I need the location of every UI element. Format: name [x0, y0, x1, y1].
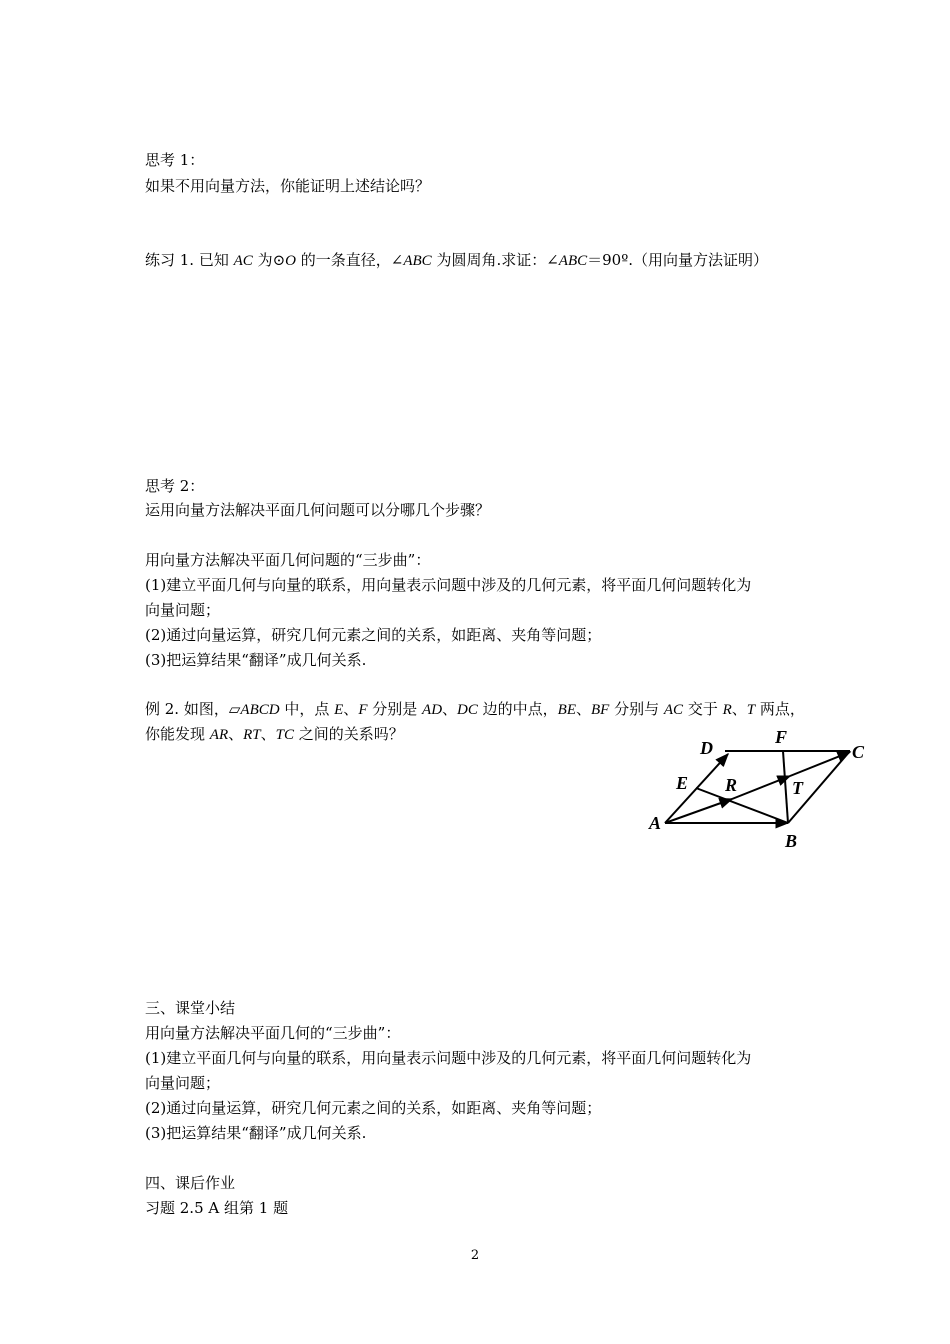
- ex2-text: 边的中点，: [477, 700, 558, 718]
- label-a: A: [649, 813, 662, 833]
- ex2-text: 分别是: [367, 700, 423, 718]
- ex2-text: 、: [442, 700, 458, 718]
- exercise1-abc2: ABC: [558, 253, 588, 269]
- page-number: 2: [470, 1248, 480, 1263]
- ex2-f: F: [358, 702, 368, 718]
- ex2-text: 你能发现: [145, 725, 210, 743]
- label-e: E: [676, 773, 689, 793]
- exercise1-mid2: 的一条直径，∠: [295, 251, 404, 269]
- step3: (3)把运算结果“翻译”成几何关系.: [145, 651, 367, 669]
- ex2-text: 中，点: [279, 700, 335, 718]
- exercise1-mid1: 为⊙: [252, 251, 286, 269]
- label-f: F: [775, 727, 788, 747]
- label-b: B: [785, 831, 798, 851]
- ex2-t: T: [746, 702, 756, 718]
- ex2-abcd: ABCD: [240, 702, 280, 718]
- steps-intro: 用向量方法解决平面几何问题的“三步曲”：: [145, 551, 431, 569]
- ex2-tc: TC: [275, 727, 295, 743]
- ex2-r: R: [722, 702, 732, 718]
- think2-title: 思考 2：: [145, 477, 205, 495]
- ex2-bf: BF: [591, 702, 610, 718]
- summary-step2: (2)通过向量运算，研究几何元素之间的关系，如距离、夹角等问题；: [145, 1099, 602, 1117]
- exercise1-mid3: 为圆周角.求证：∠: [431, 251, 559, 269]
- ex2-dc: DC: [457, 702, 478, 718]
- exercise1-ac: AC: [233, 253, 253, 269]
- summary-step1-line2: 向量问题；: [145, 1074, 221, 1092]
- summary-heading: 三、课堂小结: [145, 999, 236, 1017]
- label-t: T: [792, 778, 803, 798]
- exercise1-o: O: [285, 253, 296, 269]
- ex2-e: E: [334, 702, 344, 718]
- exercise1-suffix: ＝90º.（用向量方法证明）: [587, 251, 769, 269]
- ex2-ac: AC: [663, 702, 684, 718]
- step2: (2)通过向量运算，研究几何元素之间的关系，如距离、夹角等问题；: [145, 626, 602, 644]
- think2-question: 运用向量方法解决平面几何问题可以分哪几个步骤？: [145, 501, 491, 519]
- step1-line1: (1)建立平面几何与向量的联系，用向量表示问题中涉及的几何元素，将平面几何问题转化为: [145, 576, 752, 594]
- label-c: C: [852, 742, 865, 762]
- ex2-be: BE: [557, 702, 576, 718]
- ex2-text: 、: [343, 700, 359, 718]
- homework-heading: 四、课后作业: [145, 1174, 236, 1192]
- ex2-text: 、: [576, 700, 592, 718]
- think1-title: 思考 1：: [145, 151, 205, 169]
- example2-line1: [145, 699, 805, 720]
- ex2-text: 交于: [683, 700, 723, 718]
- label-d: D: [700, 738, 713, 758]
- parallelogram-figure: [640, 726, 880, 856]
- summary-step3: (3)把运算结果“翻译”成几何关系.: [145, 1124, 367, 1142]
- homework-text: 习题 2.5 A 组第 1 题: [145, 1199, 289, 1217]
- ex2-text: 分别与: [609, 700, 664, 718]
- exercise1-abc1: ABC: [403, 253, 432, 269]
- ex2-text: 、: [731, 700, 747, 718]
- step1-line2: 向量问题；: [145, 601, 221, 619]
- summary-step1-line1: (1)建立平面几何与向量的联系，用向量表示问题中涉及的几何元素，将平面几何问题转化为: [145, 1049, 752, 1067]
- ex2-rt: RT: [243, 727, 261, 743]
- segment-rt: [732, 776, 790, 799]
- think1-question: 如果不用向量方法，你能证明上述结论吗？: [145, 177, 431, 195]
- ex2-text: 、: [228, 725, 244, 743]
- parallelogram-symbol: ▱: [228, 702, 241, 718]
- example2-line2: [145, 724, 404, 745]
- summary-intro: 用向量方法解决平面几何的“三步曲”：: [145, 1024, 401, 1042]
- ex2-ar: AR: [209, 727, 229, 743]
- segment-tc: [790, 752, 850, 776]
- ex2-text: 两点，: [755, 700, 805, 718]
- exercise1-text: [145, 250, 768, 271]
- label-r: R: [725, 775, 738, 795]
- exercise1-prefix: 练习 1. 已知: [145, 251, 234, 269]
- segment-be: [696, 788, 788, 823]
- segment-bf: [783, 751, 788, 823]
- ex2-ad: AD: [422, 702, 443, 718]
- ex2-text: 例 2. 如图，: [145, 700, 229, 718]
- ex2-text: 之间的关系吗？: [294, 725, 404, 743]
- ex2-text: 、: [260, 725, 276, 743]
